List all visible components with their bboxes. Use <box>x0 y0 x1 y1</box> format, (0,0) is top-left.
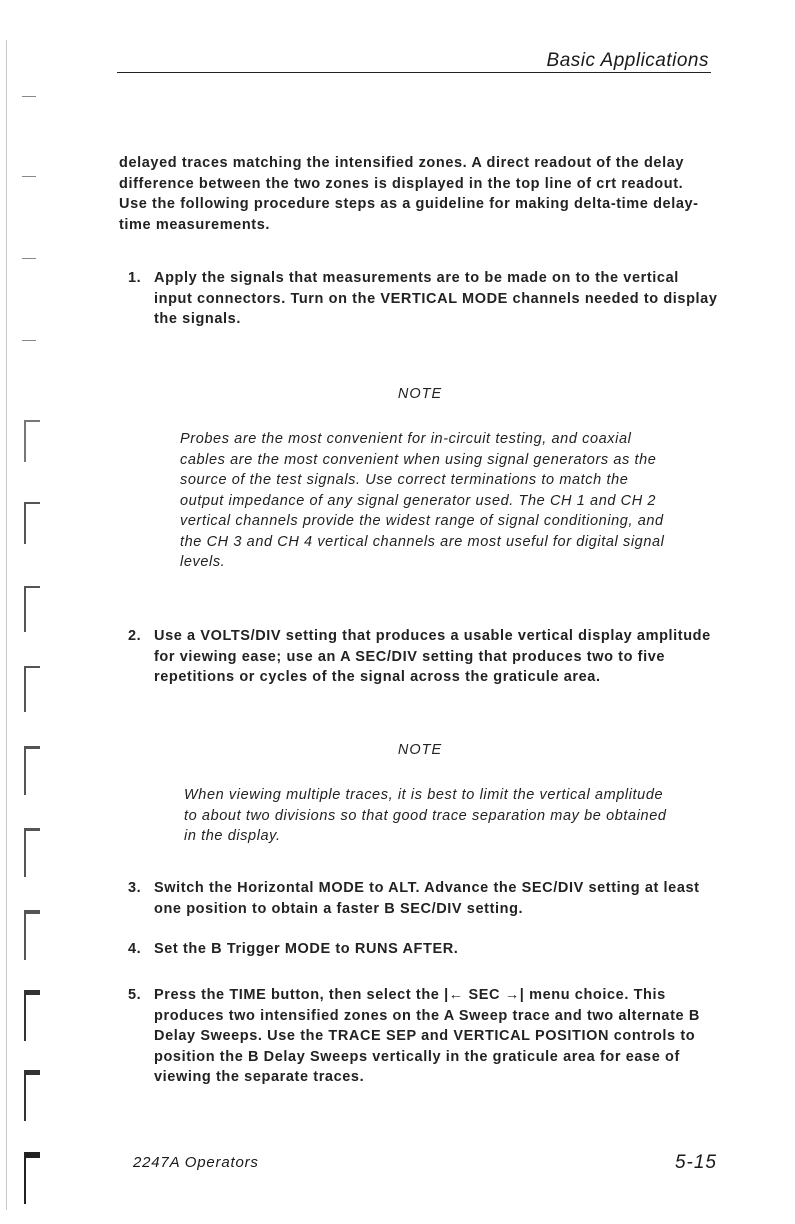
footer-manual-title: 2247A Operators <box>133 1154 259 1171</box>
note-text: When viewing multiple traces, it is best to limit the vertical amplitude to about two divisions so that good trace separation may be obtained in the display. <box>184 787 667 844</box>
step-number: 1. <box>128 270 142 286</box>
step-text: Apply the signals that measurements are to be made on to the vertical input connectors. Turn on the VERTICAL MODE channels needed to display the signals. <box>154 270 718 327</box>
step-text: Use a VOLTS/DIV setting that produces a usable vertical display amplitude for viewing ease; use an A SEC/DIV setting that produces two to five repetitions or cycles of the signal across the graticule area. <box>154 628 711 685</box>
step-number: 4. <box>128 941 142 957</box>
step-number: 5. <box>128 987 142 1003</box>
step-text: Set the B Trigger MODE to RUNS AFTER. <box>154 941 459 957</box>
note-heading: NOTE <box>397 386 443 402</box>
step-3 <box>118 878 718 919</box>
step-text: Press the TIME button, then select the |← SEC →| menu choice. This produces two intensified zones on the A Sweep trace and two alternate B Delay Sweeps. Use the TRACE SEP and VERTICAL POSITION controls to position the B Delay Sweeps vertically in the graticule area for ease of viewing the separate traces. <box>154 987 700 1085</box>
page-number: 5-15 <box>674 1152 717 1173</box>
step-4 <box>118 939 718 960</box>
step-2 <box>118 626 718 688</box>
note-text: Probes are the most convenient for in-circuit testing, and coaxial cables are the most convenient when using signal generators as the source of the test signals. Use correct terminations to match the output impedance of any signal generator used. The CH 1 and CH 2 vertical channels provide the widest range of signal conditioning, and the CH 3 and CH 4 vertical channels are most useful for digital signal levels. <box>180 431 665 570</box>
step-number: 3. <box>128 880 142 896</box>
note-heading: NOTE <box>397 742 443 758</box>
step-1 <box>118 268 718 330</box>
page-header-title: Basic Applications <box>546 50 709 71</box>
header-rule <box>117 72 711 73</box>
step-text: Switch the Horizontal MODE to ALT. Advance the SEC/DIV setting at least one position to obtain a faster B SEC/DIV setting. <box>154 880 700 917</box>
intro-paragraph: delayed traces matching the intensified zones. A direct readout of the delay difference between the two zones is displayed in the top line of crt readout. Use the following procedure steps as a guideline for making delta-time delay-time measurements. <box>119 155 699 233</box>
step-5 <box>118 985 718 1088</box>
binding-edge <box>0 0 60 1224</box>
step-number: 2. <box>128 628 142 644</box>
